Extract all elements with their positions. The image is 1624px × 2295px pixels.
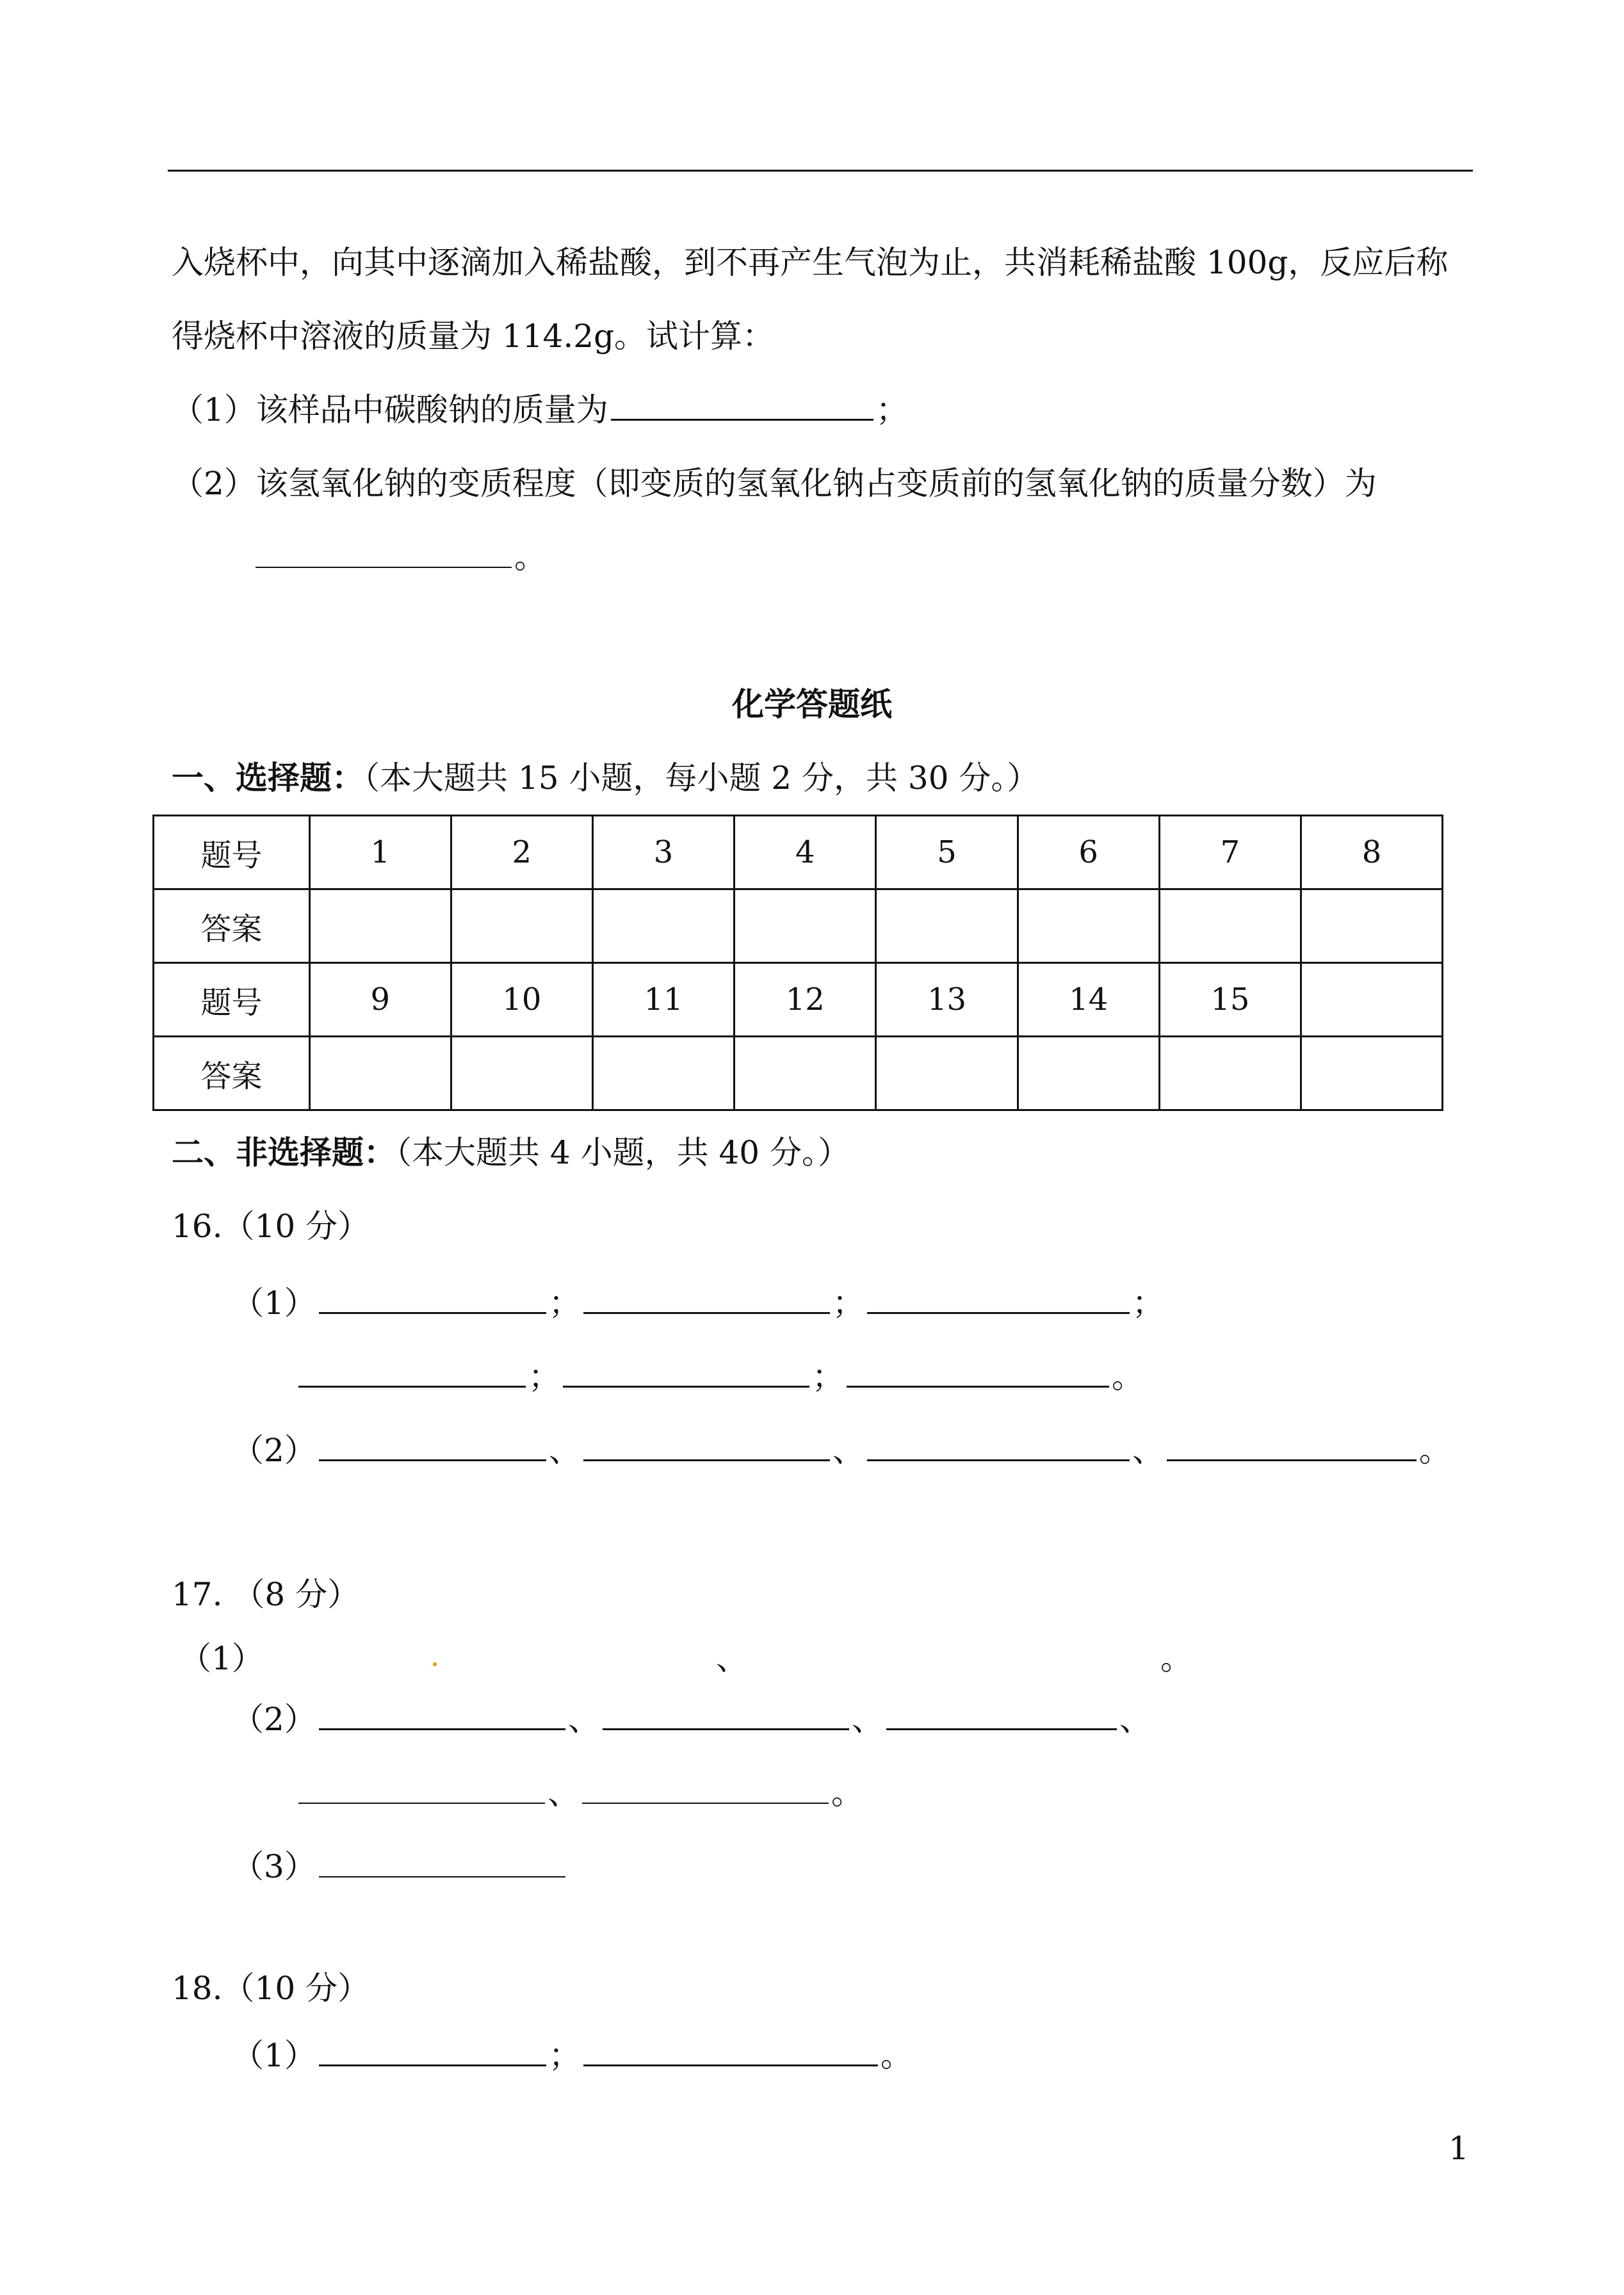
answer-cell[interactable] xyxy=(592,889,734,963)
q16-part-2 xyxy=(232,1431,1451,1470)
punctuation: ； xyxy=(832,1285,865,1322)
answer-blank[interactable] xyxy=(847,1358,1109,1388)
answer-cell[interactable] xyxy=(1301,1037,1443,1110)
part-label: （3） xyxy=(232,1848,316,1885)
answer-blank[interactable] xyxy=(298,1358,526,1388)
intro-line-1: 入烧杯中，向其中逐滴加入稀盐酸，到不再产生气泡为止，共消耗稀盐酸 100g，反应后称 xyxy=(172,244,1449,281)
q17-part-1-label: （1） xyxy=(179,1640,264,1677)
table-row xyxy=(154,816,1443,889)
answer-blank[interactable] xyxy=(611,391,873,421)
answer-cell[interactable] xyxy=(1018,1037,1159,1110)
answer-cell[interactable] xyxy=(309,889,451,963)
punctuation: 。 xyxy=(831,1774,863,1812)
answer-blank[interactable] xyxy=(867,1431,1130,1461)
answer-table xyxy=(152,815,1443,1111)
answer-cell[interactable] xyxy=(1159,1037,1301,1110)
punctuation: 。 xyxy=(1418,1432,1451,1469)
question-number: 10 xyxy=(451,963,592,1037)
section-2-note: （本大题共 4 小题，共 40 分。） xyxy=(396,1134,850,1171)
question-number: 3 xyxy=(592,816,734,889)
punctuation: 。 xyxy=(880,2037,913,2074)
question-number: 1 xyxy=(309,816,451,889)
punctuation: 、 xyxy=(548,1432,581,1469)
table-row xyxy=(154,889,1443,963)
answer-cell[interactable] xyxy=(876,889,1018,963)
punctuation: ； xyxy=(548,1285,581,1322)
page-number: 1 xyxy=(1449,2130,1469,2167)
answer-blank[interactable] xyxy=(886,1700,1117,1730)
question-number: 15 xyxy=(1159,963,1301,1037)
q17-part-2-cont xyxy=(296,1774,863,1812)
punctuation: 、 xyxy=(1119,1701,1151,1738)
punctuation: 、 xyxy=(851,1701,884,1738)
question-number: 13 xyxy=(876,963,1018,1037)
punctuation: 、 xyxy=(567,1701,600,1738)
header-rule xyxy=(168,170,1473,172)
punctuation: 、 xyxy=(832,1432,865,1469)
q17-part-1-comma: 、 xyxy=(716,1640,748,1677)
question-1 xyxy=(172,391,908,429)
answer-cell[interactable] xyxy=(735,889,876,963)
answer-cell[interactable] xyxy=(876,1037,1018,1110)
answer-cell[interactable] xyxy=(1301,889,1443,963)
answer-blank[interactable] xyxy=(256,539,512,568)
q16-title: 16.（10 分） xyxy=(172,1208,370,1245)
question-2-text: （2）该氢氧化钠的变质程度（即变质的氢氧化钠占变质前的氢氧化钠的质量分数）为 xyxy=(172,465,1377,502)
part-label: （1） xyxy=(232,1285,316,1322)
answer-blank[interactable] xyxy=(583,1284,830,1314)
punctuation: ； xyxy=(875,391,908,428)
section-2-heading xyxy=(172,1133,850,1172)
table-row xyxy=(154,963,1443,1037)
row-label-number: 题号 xyxy=(154,816,310,889)
answer-blank[interactable] xyxy=(298,1774,545,1804)
question-number: 8 xyxy=(1301,816,1443,889)
part-label: （2） xyxy=(232,1432,316,1469)
punctuation: 。 xyxy=(1112,1358,1144,1395)
punctuation: ； xyxy=(528,1358,560,1395)
table-row xyxy=(154,1037,1443,1110)
answer-blank[interactable] xyxy=(867,1284,1130,1314)
question-number: 9 xyxy=(309,963,451,1037)
answer-blank[interactable] xyxy=(319,1848,565,1877)
question-number: 6 xyxy=(1018,816,1159,889)
punctuation: ； xyxy=(548,2037,581,2074)
question-2-answer xyxy=(253,538,546,576)
q16-part-1 xyxy=(232,1284,1164,1322)
answer-sheet-title: 化学答题纸 xyxy=(732,685,892,723)
answer-cell[interactable] xyxy=(592,1037,734,1110)
question-number: 2 xyxy=(451,816,592,889)
answer-blank[interactable] xyxy=(319,1284,546,1314)
answer-cell[interactable] xyxy=(451,889,592,963)
section-2-label: 二、非选择题： xyxy=(172,1133,396,1171)
answer-blank[interactable] xyxy=(563,1358,809,1388)
row-label-number: 题号 xyxy=(154,963,310,1037)
q17-part-2 xyxy=(232,1700,1151,1739)
question-number: 5 xyxy=(876,816,1018,889)
answer-cell[interactable] xyxy=(1018,889,1159,963)
section-1-heading xyxy=(172,759,1039,797)
punctuation: 、 xyxy=(1132,1432,1164,1469)
question-number: 11 xyxy=(592,963,734,1037)
answer-blank[interactable] xyxy=(319,1700,565,1730)
question-number: 12 xyxy=(735,963,876,1037)
q17-part-1-period: 。 xyxy=(1160,1640,1192,1677)
answer-blank[interactable] xyxy=(582,1774,829,1804)
section-1-label: 一、选择题： xyxy=(172,759,364,797)
intro-line-2: 得烧杯中溶液的质量为 114.2g。试计算： xyxy=(172,318,775,355)
section-1-note: （本大题共 15 小题，每小题 2 分，共 30 分。） xyxy=(364,759,1039,797)
punctuation: 、 xyxy=(548,1774,580,1812)
question-number xyxy=(1301,963,1443,1037)
answer-blank[interactable] xyxy=(319,1431,546,1461)
answer-blank[interactable] xyxy=(1167,1431,1417,1461)
question-number: 14 xyxy=(1018,963,1159,1037)
q18-title: 18.（10 分） xyxy=(172,1970,370,2007)
part-label: （2） xyxy=(232,1701,316,1738)
answer-blank[interactable] xyxy=(319,2036,546,2066)
answer-blank[interactable] xyxy=(603,1700,849,1730)
answer-cell[interactable] xyxy=(1159,889,1301,963)
answer-blank[interactable] xyxy=(583,2036,878,2066)
punctuation: 。 xyxy=(514,539,546,576)
part-label: （1） xyxy=(232,2037,316,2074)
q18-part-1 xyxy=(232,2036,913,2075)
row-label-answer: 答案 xyxy=(154,1037,310,1110)
q17-part-3 xyxy=(232,1847,568,1886)
question-number: 7 xyxy=(1159,816,1301,889)
punctuation: ； xyxy=(812,1358,844,1395)
answer-cell[interactable] xyxy=(309,1037,451,1110)
question-1-text: （1）该样品中碳酸钠的质量为 xyxy=(172,391,608,428)
question-number: 4 xyxy=(735,816,876,889)
punctuation: ； xyxy=(1132,1285,1164,1322)
answer-blank[interactable] xyxy=(583,1431,830,1461)
answer-cell[interactable] xyxy=(451,1037,592,1110)
q16-part-1-cont xyxy=(296,1358,1144,1396)
stray-mark xyxy=(433,1662,437,1666)
q17-title: 17. （8 分） xyxy=(172,1576,360,1613)
row-label-answer: 答案 xyxy=(154,889,310,963)
answer-cell[interactable] xyxy=(735,1037,876,1110)
